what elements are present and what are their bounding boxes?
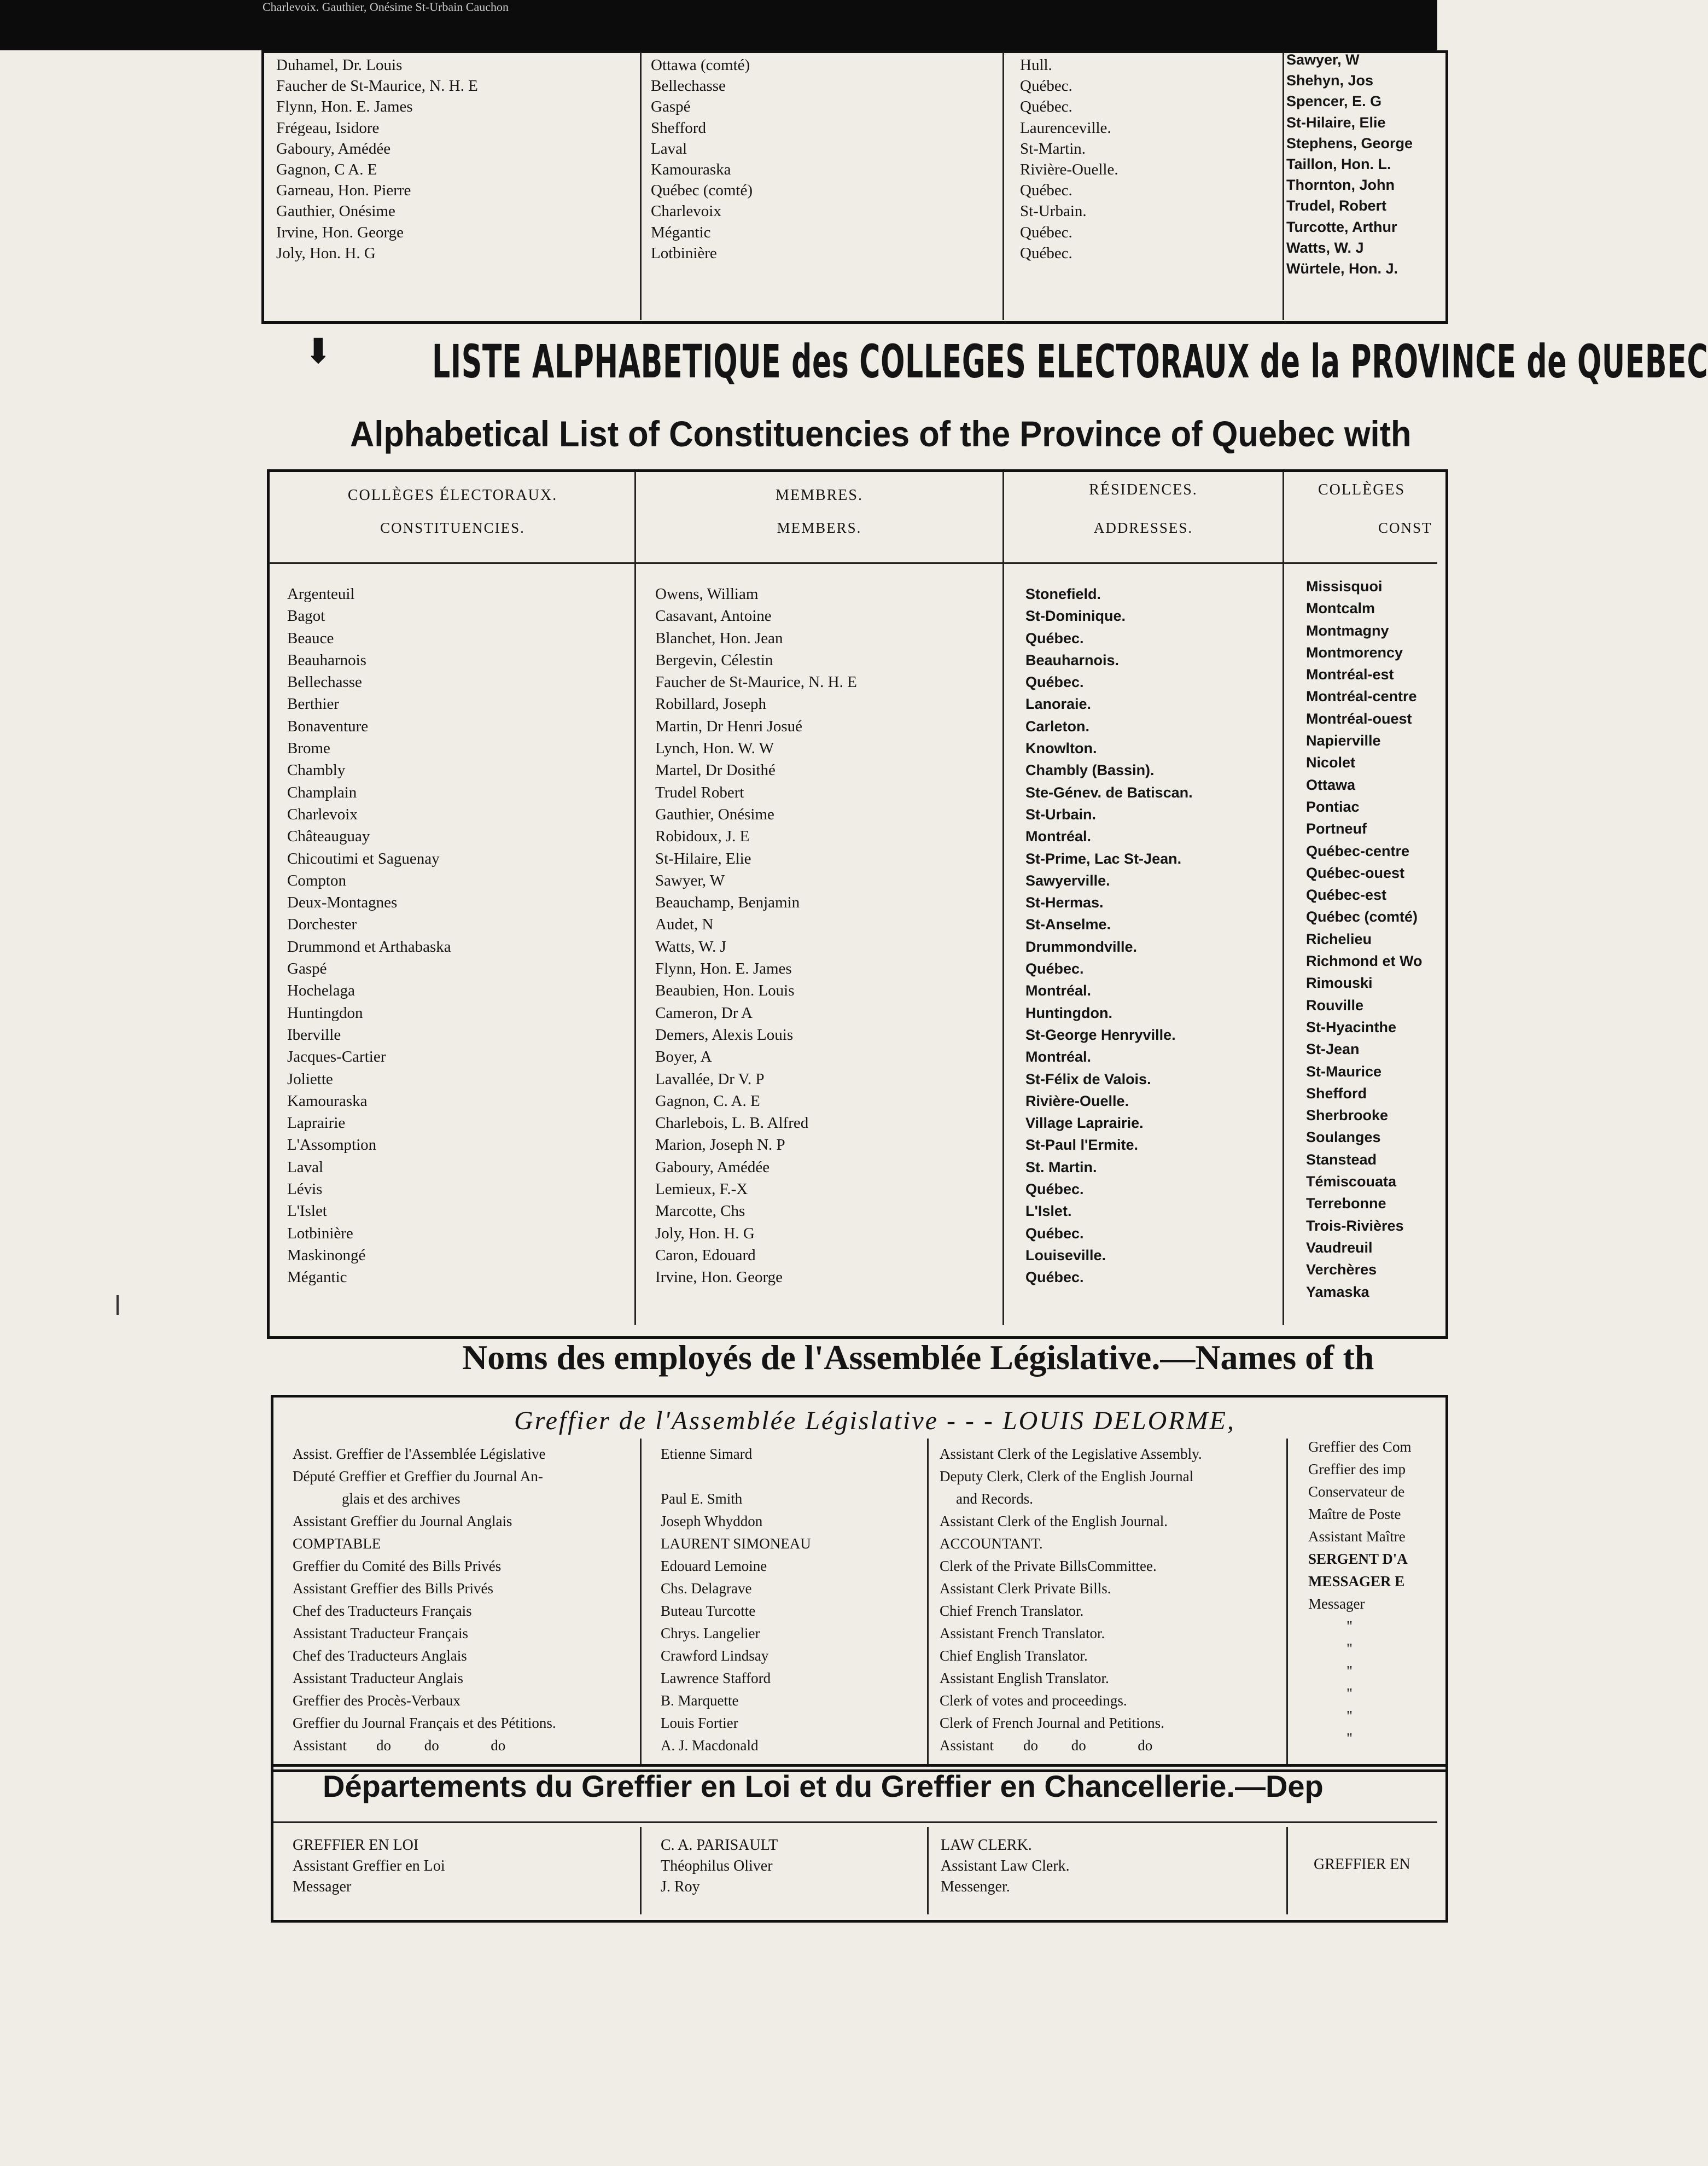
table-cell: St-Paul l'Ermite. [1025, 1137, 1138, 1154]
table-cell: Rimouski [1306, 975, 1373, 992]
margin-mark [116, 1295, 119, 1315]
list-item: Joly, Hon. H. G [276, 244, 376, 262]
table-cell: Québec. [1025, 1181, 1084, 1198]
table-cell: Gaspé [287, 960, 327, 978]
table-cell: COMPTABLE [293, 1535, 381, 1552]
table-cell: Gauthier, Onésime [655, 805, 774, 823]
table-cell: Paul E. Smith [661, 1490, 743, 1507]
table-cell: Champlain [287, 783, 357, 801]
table-cell: Maskinongé [287, 1246, 366, 1264]
list-item: Würtele, Hon. J. [1286, 260, 1398, 277]
table-cell: Greffier des Com [1308, 1439, 1412, 1455]
table-cell: Assistant Law Clerk. [941, 1858, 1070, 1874]
table-cell: Québec. [1025, 674, 1084, 691]
table-cell: Assistant Clerk of the Legislative Assembly. [940, 1446, 1202, 1462]
table-cell: Député Greffier et Greffier du Journal An- [293, 1468, 543, 1484]
table-cell: Village Laprairie. [1025, 1115, 1144, 1132]
employees-titles-en [940, 1443, 1284, 1757]
divider [1283, 471, 1284, 1325]
table-cell: Lotbinière [287, 1224, 353, 1242]
list-item: Gaboury, Amédée [276, 139, 391, 158]
list-item: Québec. [1020, 98, 1072, 116]
table-cell: Kamouraska [287, 1092, 368, 1110]
list-item: Irvine, Hon. George [276, 223, 404, 241]
list-item: Watts, W. J [1286, 239, 1364, 256]
table-cell: Messenger. [941, 1878, 1010, 1895]
list-item: Frégeau, Isidore [276, 119, 380, 137]
table-cell: Greffier du Comité des Bills Privés [293, 1558, 502, 1574]
table-cell: Shefford [1306, 1085, 1367, 1102]
table-cell: St-George Henryville. [1025, 1026, 1176, 1043]
list-item: Thornton, John [1286, 177, 1395, 194]
table-cell: Deux-Montagnes [287, 894, 398, 912]
table-cell: Louis Fortier [661, 1715, 738, 1731]
table-cell: J. Roy [661, 1878, 700, 1895]
table-cell: Montréal. [1025, 828, 1092, 845]
list-item: Hull. [1020, 56, 1052, 74]
table-cell: St. Martin. [1025, 1158, 1097, 1175]
table-cell: Owens, William [655, 585, 759, 603]
list-item: Québec. [1020, 182, 1072, 200]
table-cell: Knowlton. [1025, 740, 1097, 757]
header-constituencies2-fr: COLLÈGES [1318, 481, 1406, 498]
header-members-en: MEMBERS. [777, 520, 862, 536]
table-cell: Lynch, Hon. W. W [655, 740, 774, 758]
departments-col2 [661, 1835, 923, 1897]
header-members-fr: MEMBRES. [776, 487, 863, 504]
table-cell: Missisquoi [1306, 578, 1383, 595]
table-cell: St-Anselme. [1025, 916, 1111, 933]
header-divider [273, 1821, 1437, 1823]
table-cell: Conservateur de [1308, 1483, 1405, 1500]
table-cell: Maître de Poste [1308, 1506, 1401, 1522]
table-cell: Clerk of votes and proceedings. [940, 1692, 1127, 1709]
table-cell: Sawyerville. [1025, 872, 1110, 889]
table-cell: Lawrence Stafford [661, 1670, 771, 1686]
divider [640, 1827, 642, 1914]
table-cell: Beauchamp, Benjamin [655, 894, 800, 912]
list-item: Stephens, George [1286, 135, 1413, 152]
table-cell: Montcalm [1306, 600, 1375, 617]
divider [927, 1827, 929, 1914]
table-cell: Montréal. [1025, 1049, 1092, 1065]
table-cell: Iberville [287, 1026, 341, 1044]
list-item: Bellechasse [651, 77, 726, 95]
table-cell: Montmorency [1306, 644, 1403, 661]
table-cell: Huntingdon [287, 1004, 363, 1022]
table-cell: Assistant Greffier en Loi [293, 1858, 445, 1874]
table-cell: Assistant Clerk Private Bills. [940, 1580, 1111, 1597]
table-cell: St-Félix de Valois. [1025, 1070, 1151, 1087]
table-cell: Montmagny [1306, 622, 1389, 639]
table-cell: and Records. [956, 1490, 1033, 1507]
table-cell: Rouville [1306, 997, 1364, 1014]
table-cell: Verchères [1306, 1261, 1377, 1278]
greffier-line: Greffier de l'Assemblée Législative - - - LOUIS DELORME, [514, 1406, 1235, 1435]
table-cell: Assist. Greffier de l'Assemblée Législative [293, 1446, 546, 1462]
table-cell: Assistant Traducteur Anglais [293, 1670, 464, 1686]
list-item: Trudel, Robert [1286, 197, 1387, 214]
list-item: Lotbinière [651, 244, 717, 262]
departments-col4 [1314, 1854, 1437, 1875]
table-cell: Assistant English Translator. [940, 1670, 1109, 1686]
table-cell: St-Prime, Lac St-Jean. [1025, 850, 1182, 867]
table-cell: Gagnon, C. A. E [655, 1092, 760, 1110]
page-title-english: Alphabetical List of Constituencies of the Province of Quebec with [350, 414, 1412, 454]
list-item: Duhamel, Dr. Louis [276, 56, 403, 74]
list-item: Gagnon, C A. E [276, 160, 377, 178]
table-cell: Joly, Hon. H. G [655, 1224, 755, 1242]
list-item: Québec. [1020, 77, 1072, 95]
table-cell: Charlebois, L. B. Alfred [655, 1114, 809, 1132]
table-cell: Bagot [287, 607, 325, 625]
table-cell: Québec-est [1306, 887, 1387, 904]
col-members [655, 583, 997, 1289]
col-constituencies-2 [1306, 575, 1437, 1303]
divider [634, 471, 636, 1325]
divider [1286, 1827, 1288, 1914]
table-cell: Demers, Alexis Louis [655, 1026, 794, 1044]
list-item: Shefford [651, 119, 706, 137]
table-cell: SERGENT D'A [1308, 1551, 1408, 1567]
list-item: St-Urbain. [1020, 202, 1087, 220]
table-cell: Chief English Translator. [940, 1647, 1088, 1664]
table-cell: Assistant do do do [293, 1737, 506, 1754]
table-cell: Greffier des imp [1308, 1461, 1406, 1477]
table-cell: Yamaska [1306, 1283, 1369, 1300]
table-cell: Québec-centre [1306, 842, 1410, 859]
table-cell: Greffier des Procès-Verbaux [293, 1692, 460, 1709]
header-constituencies2-en: CONST [1378, 520, 1432, 536]
table-cell: Vaudreuil [1306, 1239, 1373, 1256]
table-cell: Chicoutimi et Saguenay [287, 849, 440, 867]
header-addresses-fr: RÉSIDENCES. [1089, 481, 1198, 498]
col-addresses [1025, 583, 1280, 1289]
table-cell: Buteau Turcotte [661, 1603, 756, 1619]
table-cell: Lévis [287, 1180, 323, 1198]
table-cell: A. J. Macdonald [661, 1737, 759, 1754]
table-cell: Stanstead [1306, 1151, 1377, 1168]
table-cell: Ste-Génev. de Batiscan. [1025, 784, 1193, 801]
list-item: Mégantic [651, 223, 711, 241]
table-cell: Lemieux, F.-X [655, 1180, 748, 1198]
list-item: St-Hilaire, Elie [1286, 114, 1386, 131]
table-cell: Beaubien, Hon. Louis [655, 982, 795, 1000]
employees-names [661, 1443, 923, 1757]
table-cell: Hochelaga [287, 982, 355, 1000]
table-cell: Montréal. [1025, 982, 1092, 999]
table-cell: L'Islet [287, 1202, 327, 1220]
list-item: Laurenceville. [1020, 119, 1111, 137]
table-cell: Huntingdon. [1025, 1004, 1112, 1021]
table-cell: Montréal-est [1306, 666, 1394, 683]
table-cell: Québec. [1025, 1225, 1084, 1242]
table-cell: GREFFIER EN LOI [293, 1837, 419, 1854]
table-cell: Edouard Lemoine [661, 1558, 767, 1574]
table-cell: Chambly [287, 761, 346, 779]
departments-col3 [941, 1835, 1285, 1897]
list-item: Shehyn, Jos [1286, 72, 1374, 89]
list-item: Faucher de St-Maurice, N. H. E [276, 77, 478, 95]
header-constituencies-en: CONSTITUENCIES. [380, 520, 525, 536]
table-cell: Chief French Translator. [940, 1603, 1084, 1619]
table-cell: Dorchester [287, 916, 357, 934]
table-cell: Assistant French Translator. [940, 1625, 1105, 1641]
table-cell: Richmond et Wo [1306, 953, 1423, 970]
table-cell: Nicolet [1306, 754, 1356, 771]
table-cell: Richelieu [1306, 930, 1372, 947]
table-cell: " [1346, 1708, 1353, 1724]
list-item: Québec. [1020, 223, 1072, 241]
table-cell: Boyer, A [655, 1048, 712, 1066]
table-cell: Québec. [1025, 1269, 1084, 1286]
table-cell: Laval [287, 1158, 324, 1176]
table-cell: Québec-ouest [1306, 864, 1405, 881]
departments-title: Départements du Greffier en Loi et du Greffier en Chancellerie.—Dep [323, 1769, 1324, 1803]
top-col-constituencies [651, 55, 995, 264]
list-item: Sawyer, W [1286, 51, 1360, 68]
table-cell: Mégantic [287, 1268, 347, 1286]
table-cell: LAURENT SIMONEAU [661, 1535, 811, 1552]
table-cell [661, 1465, 923, 1488]
table-cell: St-Maurice [1306, 1063, 1382, 1080]
table-cell: " [1346, 1618, 1353, 1634]
list-item: Charlevoix [651, 202, 721, 220]
table-cell: Carleton. [1025, 718, 1090, 735]
list-item: Kamouraska [651, 160, 731, 178]
table-cell: Blanchet, Hon. Jean [655, 629, 783, 647]
table-cell: Flynn, Hon. E. James [655, 960, 792, 978]
list-item: Turcotte, Arthur [1286, 218, 1397, 235]
table-cell: MESSAGER E [1308, 1573, 1405, 1589]
cropped-top-row: Charlevoix. Gauthier, Onésime St-Urbain Cauchon [263, 0, 509, 14]
list-item: Ottawa (comté) [651, 56, 750, 74]
table-cell: Rivière-Ouelle. [1025, 1092, 1129, 1109]
page-title-french: LISTE ALPHABETIQUE des COLLEGES ELECTORAUX de la PROVINCE de QUEBEC [432, 335, 1708, 388]
header-divider [269, 562, 1437, 564]
table-cell: Chs. Delagrave [661, 1580, 752, 1597]
table-cell: Joseph Whyddon [661, 1513, 763, 1529]
header-addresses-en: ADDRESSES. [1093, 520, 1193, 536]
table-cell: Greffier du Journal Français et des Pétitions. [293, 1715, 556, 1731]
list-item: Québec. [1020, 244, 1072, 262]
table-cell: Sherbrooke [1306, 1107, 1389, 1124]
table-cell: Napierville [1306, 732, 1381, 749]
table-cell: Berthier [287, 695, 340, 713]
table-cell: Irvine, Hon. George [655, 1268, 783, 1286]
table-cell: Beauharnois [287, 651, 366, 669]
table-cell: Chef des Traducteurs Français [293, 1603, 472, 1619]
table-cell: Assistant do do do [940, 1737, 1153, 1754]
divider [927, 1439, 929, 1767]
table-cell: Robillard, Joseph [655, 695, 766, 713]
table-cell: Montréal-ouest [1306, 710, 1412, 727]
table-cell: Casavant, Antoine [655, 607, 772, 625]
table-cell: Audet, N [655, 916, 714, 934]
table-cell: Trudel Robert [655, 783, 744, 801]
table-cell: Québec (comté) [1306, 909, 1418, 925]
table-cell: St-Dominique. [1025, 608, 1126, 625]
table-cell: St-Hermas. [1025, 894, 1104, 911]
table-cell: Bonaventure [287, 717, 369, 735]
table-cell: B. Marquette [661, 1692, 739, 1709]
employees-titles-fr [293, 1443, 637, 1757]
list-item: Laval [651, 139, 687, 158]
list-item: Taillon, Hon. L. [1286, 155, 1391, 172]
table-cell: Québec. [1025, 630, 1084, 647]
table-cell: Brome [287, 740, 330, 758]
table-cell: Chrys. Langelier [661, 1625, 760, 1641]
table-cell: Marion, Joseph N. P [655, 1136, 785, 1154]
table-cell: Charlevoix [287, 805, 358, 823]
table-cell: " [1346, 1730, 1353, 1746]
table-cell: ACCOUNTANT. [940, 1535, 1043, 1552]
table-cell: Chef des Traducteurs Anglais [293, 1647, 467, 1664]
divider [1002, 52, 1004, 320]
departments-col1 [293, 1835, 637, 1897]
list-item: Gaspé [651, 98, 691, 116]
list-item: Spencer, E. G [1286, 93, 1382, 110]
table-cell: St-Jean [1306, 1041, 1360, 1058]
table-cell: Messager [1308, 1596, 1365, 1612]
table-cell: " [1346, 1685, 1353, 1702]
employees-col4 [1308, 1436, 1437, 1750]
table-cell: Bergevin, Célestin [655, 651, 773, 669]
list-item: Québec (comté) [651, 182, 753, 200]
divider [1283, 52, 1284, 320]
table-cell: L'Islet. [1025, 1203, 1072, 1220]
table-cell: Martel, Dr Dosithé [655, 761, 776, 779]
table-cell: Clerk of French Journal and Petitions. [940, 1715, 1164, 1731]
top-col-members-2 [1286, 49, 1437, 279]
table-cell: Joliette [287, 1070, 333, 1088]
table-cell: glais et des archives [342, 1490, 460, 1507]
list-item: St-Martin. [1020, 139, 1086, 158]
list-item: Gauthier, Onésime [276, 202, 395, 220]
table-cell: Lanoraie. [1025, 696, 1092, 713]
table-cell: Jacques-Cartier [287, 1048, 386, 1066]
table-cell: Clerk of the Private BillsCommittee. [940, 1558, 1157, 1574]
table-cell: Québec. [1025, 960, 1084, 977]
table-cell: Marcotte, Chs [655, 1202, 745, 1220]
table-cell: GREFFIER EN [1314, 1856, 1410, 1873]
table-cell: Caron, Edouard [655, 1246, 756, 1264]
list-item: Rivière-Ouelle. [1020, 160, 1118, 178]
table-cell: Martin, Dr Henri Josué [655, 717, 803, 735]
table-cell: Chambly (Bassin). [1025, 762, 1155, 779]
table-cell: Portneuf [1306, 820, 1367, 837]
table-cell: Témiscouata [1306, 1173, 1397, 1190]
table-cell: Assistant Maître [1308, 1528, 1406, 1545]
header-constituencies-fr: COLLÈGES ÉLECTORAUX. [347, 487, 558, 504]
divider [640, 52, 642, 320]
top-col-addresses [1020, 55, 1277, 264]
table-cell: Faucher de St-Maurice, N. H. E [655, 673, 857, 691]
list-item: Garneau, Hon. Pierre [276, 182, 411, 200]
table-cell: Drummondville. [1025, 938, 1138, 955]
table-cell: Ottawa [1306, 776, 1356, 793]
print-arrow-icon: ⬇ [304, 332, 333, 371]
employees-title: Noms des employés de l'Assemblée Législative.—Names of th [462, 1338, 1374, 1377]
table-cell: Assistant Greffier du Journal Anglais [293, 1513, 512, 1529]
divider [1286, 1439, 1288, 1767]
table-cell: Sawyer, W [655, 871, 725, 889]
table-cell: Assistant Clerk of the English Journal. [940, 1513, 1168, 1529]
table-cell: Crawford Lindsay [661, 1647, 769, 1664]
table-cell: Deputy Clerk, Clerk of the English Journal [940, 1468, 1194, 1484]
table-cell: Louiseville. [1025, 1247, 1106, 1264]
table-cell: Bellechasse [287, 673, 362, 691]
table-cell: St-Hilaire, Elie [655, 849, 751, 867]
table-cell: Etienne Simard [661, 1446, 753, 1462]
table-cell: Assistant Traducteur Français [293, 1625, 468, 1641]
table-cell: Trois-Rivières [1306, 1217, 1404, 1234]
table-cell: Drummond et Arthabaska [287, 938, 451, 956]
table-cell: Montréal-centre [1306, 688, 1417, 705]
table-cell: Pontiac [1306, 798, 1360, 815]
divider [1002, 471, 1004, 1325]
table-cell: Messager [293, 1878, 352, 1895]
table-cell: Châteauguay [287, 828, 370, 846]
top-col-members [276, 55, 632, 264]
table-cell: Assistant Greffier des Bills Privés [293, 1580, 493, 1597]
table-cell: Beauharnois. [1025, 651, 1120, 668]
table-cell: Gaboury, Amédée [655, 1158, 770, 1176]
table-cell: LAW CLERK. [941, 1837, 1032, 1854]
table-cell: L'Assomption [287, 1136, 377, 1154]
table-cell: St-Urbain. [1025, 806, 1097, 823]
table-cell: " [1346, 1663, 1353, 1679]
table-cell: Soulanges [1306, 1129, 1381, 1146]
table-cell: Argenteuil [287, 585, 355, 603]
table-cell: St-Hyacinthe [1306, 1018, 1397, 1035]
col-constituencies [287, 583, 629, 1289]
table-cell: C. A. PARISAULT [661, 1837, 778, 1854]
table-cell: Robidoux, J. E [655, 828, 750, 846]
table-cell: Compton [287, 871, 346, 889]
table-cell: Laprairie [287, 1114, 346, 1132]
table-cell: Lavallée, Dr V. P [655, 1070, 765, 1088]
table-cell: Beauce [287, 629, 334, 647]
table-cell: " [1346, 1640, 1353, 1657]
list-item: Flynn, Hon. E. James [276, 98, 413, 116]
table-cell: Terrebonne [1306, 1195, 1386, 1212]
table-cell: Théophilus Oliver [661, 1858, 773, 1874]
divider [640, 1439, 642, 1767]
table-cell: Stonefield. [1025, 586, 1101, 602]
table-cell: Watts, W. J [655, 938, 726, 956]
table-cell: Cameron, Dr A [655, 1004, 753, 1022]
